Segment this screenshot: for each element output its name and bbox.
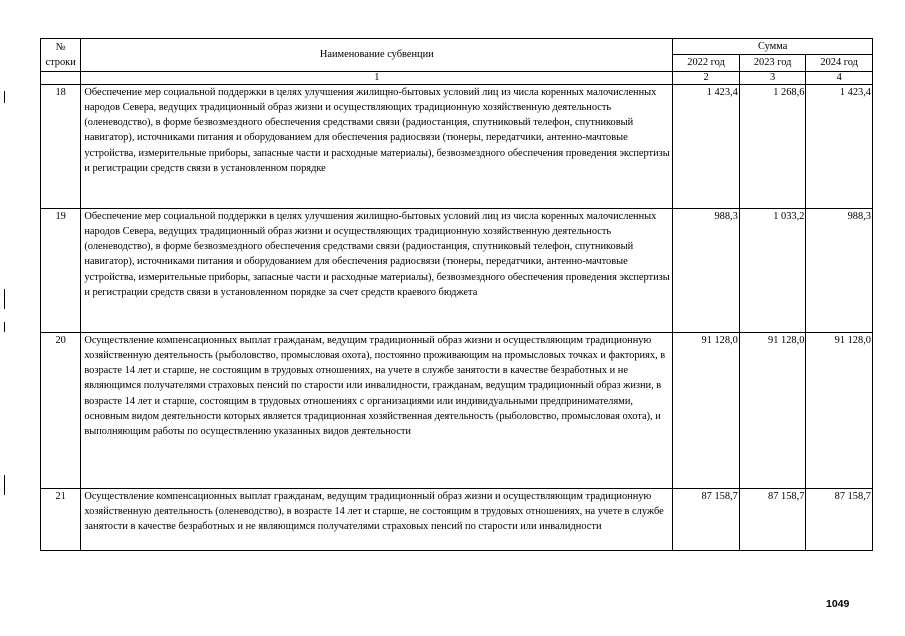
value-2023: 1 268,6 — [739, 84, 806, 208]
column-index: 2 — [673, 71, 740, 84]
column-index — [41, 71, 81, 84]
header-name: Наименование субвенции — [81, 39, 673, 72]
value-2022: 87 158,7 — [673, 488, 740, 550]
margin-mark — [4, 91, 5, 103]
value-2023: 1 033,2 — [739, 208, 806, 332]
column-index: 3 — [739, 71, 806, 84]
row-description: Обеспечение мер социальной поддержки в целях улучшения жилищно-бытовых условий лиц из числа коренных малочисленных народов Севера, ведущих традиционный образ жизни и осуществляющих традиционную хозяйственную деятельность (оленеводство), в форме безвозмездного обеспечения средствами связи (радиостанция, спутниковый телефон, спутниковый навигатор), источниками питания и оборудованием для обеспечения радиосвязи (тюнеры, передатчики, антенно-мачтовые устройства, измерительные приборы, запасные части и расходные материалы), безвозмездного обеспечения проведения экспертизы и регистрации средств связи в установленном порядке за счет средств краевого бюджета — [81, 208, 673, 332]
value-2022: 988,3 — [673, 208, 740, 332]
value-2024: 1 423,4 — [806, 84, 873, 208]
value-2024: 988,3 — [806, 208, 873, 332]
header-year-2024: 2024 год — [806, 55, 873, 71]
row-number: 18 — [41, 84, 81, 208]
row-description: Осуществление компенсационных выплат гражданам, ведущим традиционный образ жизни и осуществляющим традиционную хозяйственную деятельность (рыболовство, промысловая охота), постоянно проживающим на промысловых точках и факториях, в возрасте 14 лет и старше, не состоящим в трудовых отношениях, на учете в службе занятости в качестве безработных и не являющимся получателями страховых пенсий по старости или инвалидности, гражданам, ведущим традиционный образ жизни, в возрасте 14 лет и старше, состоящим в трудовых отношениях с организациями или индивидуальными предпринимателями, основным видом деятельности которых является традиционная хозяйственная деятельность (рыболовство, промысловая охота), и выполняющим работы по осуществлению указанных видов деятельности — [81, 332, 673, 488]
margin-mark — [4, 289, 5, 309]
table-row — [41, 208, 873, 332]
table-row — [41, 488, 873, 550]
column-index: 1 — [81, 71, 673, 84]
value-2022: 1 423,4 — [673, 84, 740, 208]
header-num-sub: строки — [45, 56, 76, 68]
row-number: 21 — [41, 488, 81, 550]
value-2023: 91 128,0 — [739, 332, 806, 488]
table-row — [41, 84, 873, 208]
value-2022: 91 128,0 — [673, 332, 740, 488]
value-2024: 91 128,0 — [806, 332, 873, 488]
header-row-1 — [41, 39, 873, 55]
margin-mark — [4, 475, 5, 495]
header-sum: Сумма — [673, 39, 873, 55]
header-row-number — [41, 39, 81, 72]
header-year-2022: 2022 год — [673, 55, 740, 71]
column-index: 4 — [806, 71, 873, 84]
column-index-row — [41, 71, 873, 84]
header-num-title: № — [55, 41, 66, 53]
value-2024: 87 158,7 — [806, 488, 873, 550]
row-number: 19 — [41, 208, 81, 332]
header-year-2023: 2023 год — [739, 55, 806, 71]
page-number: 1049 — [826, 598, 850, 610]
row-number: 20 — [41, 332, 81, 488]
subvention-table — [40, 38, 873, 551]
row-description: Обеспечение мер социальной поддержки в целях улучшения жилищно-бытовых условий лиц из числа коренных малочисленных народов Севера, ведущих традиционный образ жизни и осуществляющих традиционную хозяйственную деятельность (оленеводство), в форме безвозмездного обеспечения средствами связи (радиостанция, спутниковый телефон, спутниковый навигатор), источниками питания и оборудованием для обеспечения радиосвязи (тюнеры, передатчики, антенно-мачтовые устройства, измерительные приборы, запасные части и расходные материалы), безвозмездного обеспечения проведения экспертизы и регистрации средств связи в установленном порядке — [81, 84, 673, 208]
margin-mark — [4, 322, 5, 332]
value-2023: 87 158,7 — [739, 488, 806, 550]
row-description: Осуществление компенсационных выплат гражданам, ведущим традиционный образ жизни и осуществляющим традиционную хозяйственную деятельность (оленеводство), в возрасте 14 лет и старше, не состоящим в трудовых отношениях, на учете в службе занятости в качестве безработных и не являющимся получателями страховых пенсий по старости или инвалидности — [81, 488, 673, 550]
table-row — [41, 332, 873, 488]
